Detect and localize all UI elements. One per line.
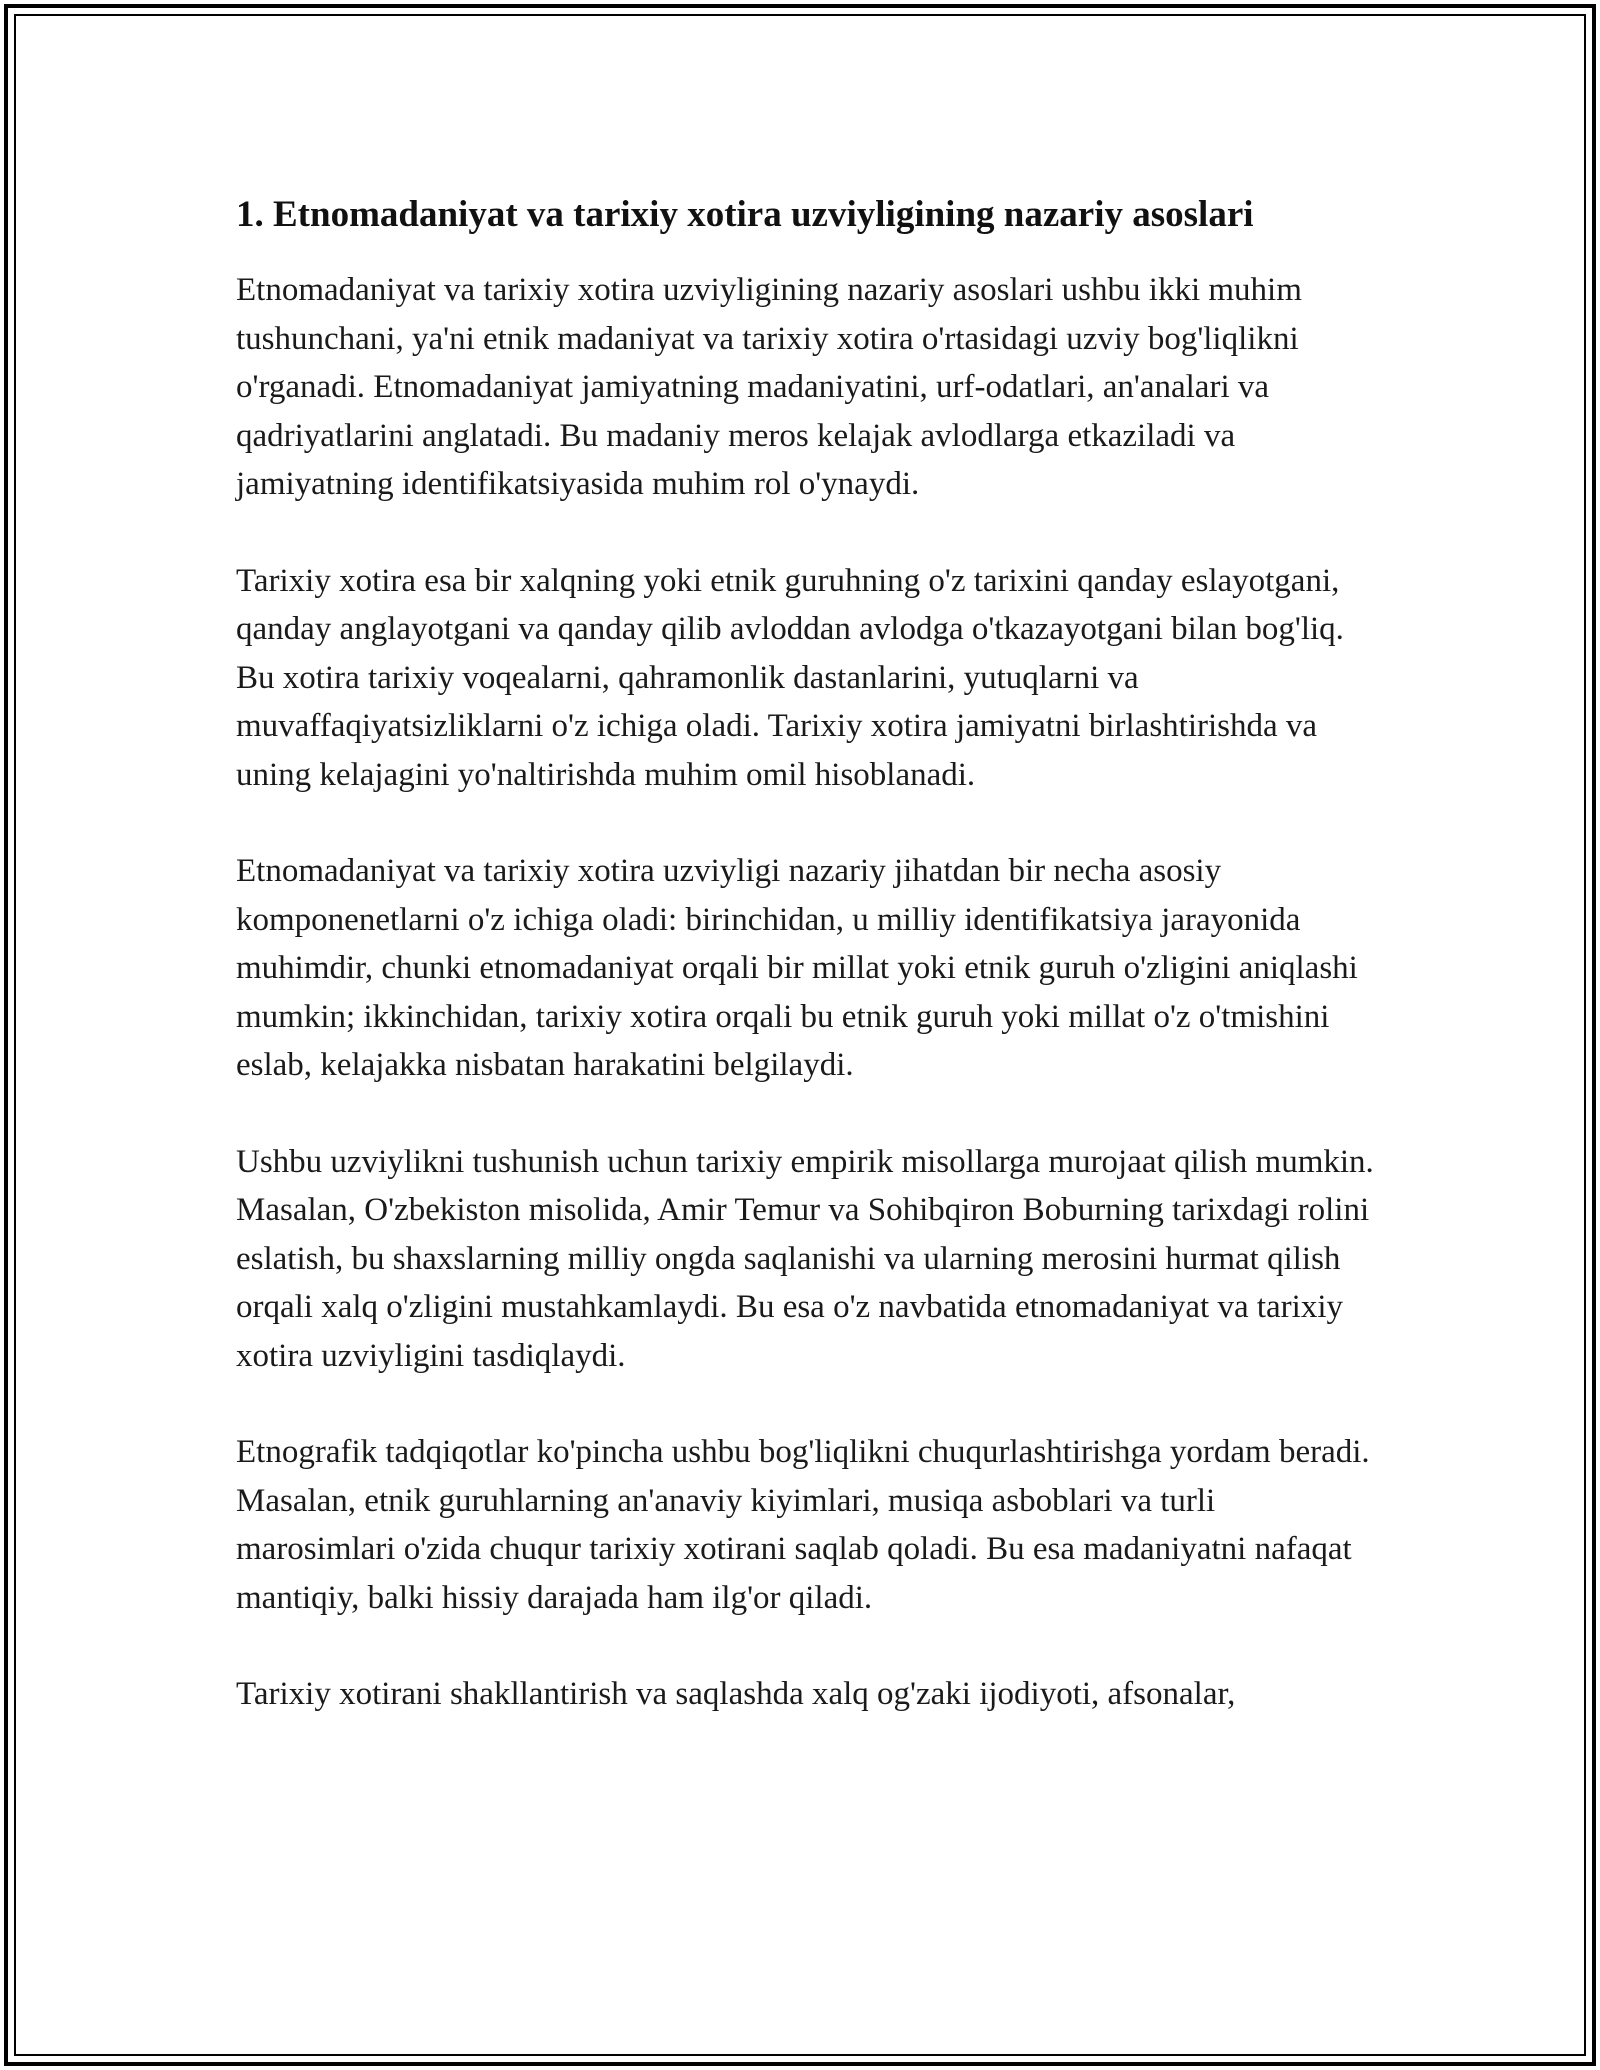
paragraph-5: Etnografik tadqiqotlar ko'pincha ushbu bog'liqlikni chuqurlashtirishga yordam beradi. Masalan, etnik guruhlarning an'anaviy kiyimlari, musiqa asboblari va turli marosimlari o'zida chuqur tarixiy xotirani saqlab qoladi. Bu esa madaniyatni nafaqat mantiqiy, balki hissiy darajada ham ilg'or qiladi. [236, 1434, 1370, 1616]
paragraph-4: Ushbu uzviylikni tushunish uchun tarixiy empirik misollarga murojaat qilish mumkin. Masalan, O'zbekiston misolida, Amir Temur va Sohibqiron Boburning tarixdagi rolini eslatish, bu shaxslarning milliy ongda saqlanishi va ularning merosini hurmat qilish orqali xalq o'zligini mustahkamlaydi. Bu esa o'z navbatida etnomadaniyat va tarixiy xotira uzviyligini tasdiqlaydi. [236, 1143, 1374, 1374]
paragraph-1: Etnomadaniyat va tarixiy xotira uzviyligining nazariy asoslari ushbu ikki muhim tushunchani, ya'ni etnik madaniyat va tarixiy xotira o'rtasidagi uzviy bog'liqlikni o'rganadi. Etnomadaniyat jamiyatning madaniyatini, urf-odatlari, an'analari va qadriyatlarini anglatadi. Bu madaniy meros kelajak avlodlarga etkaziladi va jamiyatning identifikatsiyasida muhim rol o'ynaydi. [236, 272, 1302, 502]
paragraph-6: Tarixiy xotirani shakllantirish va saqlashda xalq og'zaki ijodiyoti, afsonalar, [236, 1676, 1236, 1712]
document-body [236, 188, 1376, 1767]
paragraph-2: Tarixiy xotira esa bir xalqning yoki etnik guruhning o'z tarixini qanday eslayotgani, qanday anglayotgani va qanday qilib avloddan avlodga o'tkazayotgani bilan bog'liq. Bu xotira tarixiy voqealarni, qahramonlik dastanlarini, yutuqlarni va muvaffaqiyatsizliklarni o'z ichiga oladi. Tarixiy xotira jamiyatni birlashtirishda va uning kelajagini yo'naltirishda muhim omil hisoblanadi. [236, 562, 1344, 793]
section-heading: 1. Etnomadaniyat va tarixiy xotira uzviyligining nazariy asoslari [236, 194, 1254, 235]
paragraph-3: Etnomadaniyat va tarixiy xotira uzviyligi nazariy jihatdan bir necha asosiy komponenetlarni o'z ichiga oladi: birinchidan, u milliy identifikatsiya jarayonida muhimdir, chunki etnomadaniyat orqali bir millat yoki etnik guruh o'zligini aniqlashi mumkin; ikkinchidan, tarixiy xotira orqali bu etnik guruh yoki millat o'z o'tmishini eslab, kelajakka nisbatan harakatini belgilaydi. [236, 853, 1358, 1083]
